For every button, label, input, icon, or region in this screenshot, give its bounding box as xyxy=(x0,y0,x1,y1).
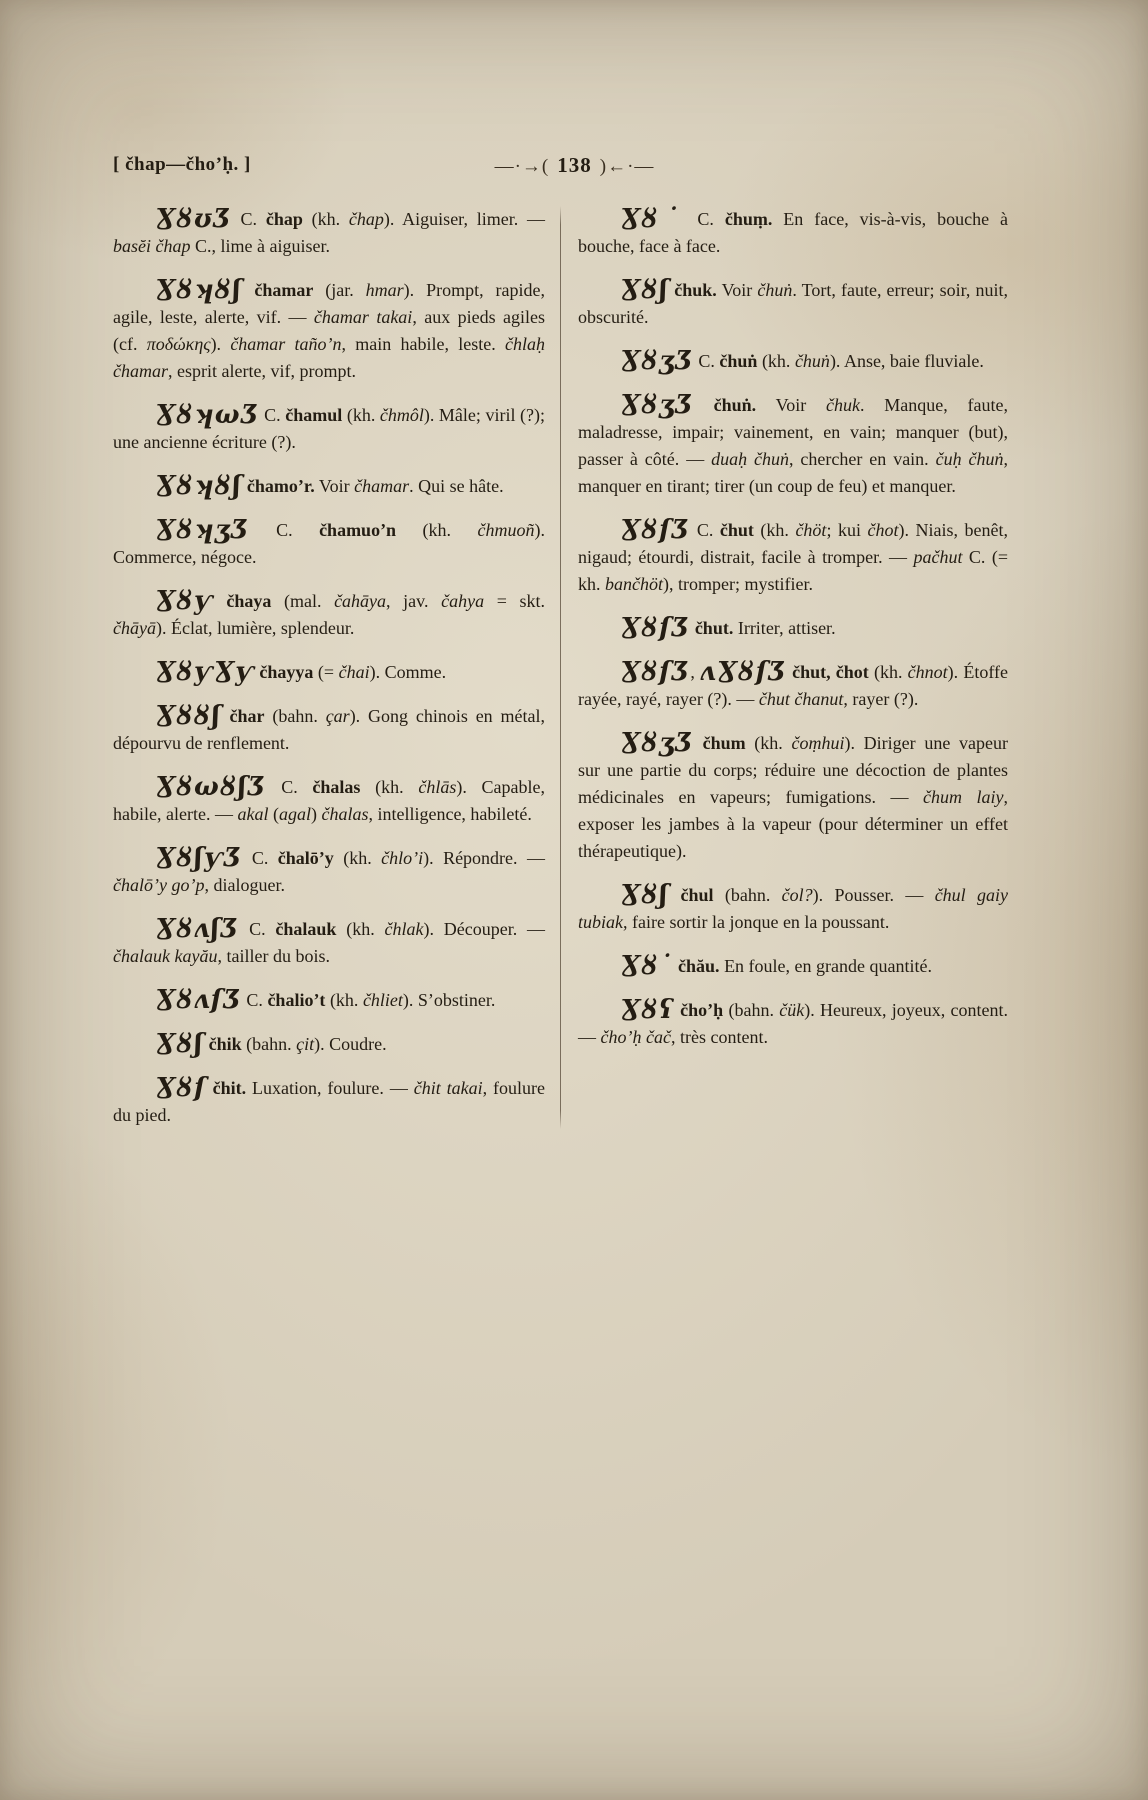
entry-text: čhalō’y xyxy=(277,848,334,868)
entry-text: C., lime à aiguiser. xyxy=(190,236,330,256)
entry-text: (kh. xyxy=(325,990,363,1010)
entry-text: , chercher en vain. xyxy=(789,449,936,469)
entry-text: (bahn. xyxy=(713,885,782,905)
entry-text: čhar xyxy=(229,706,265,726)
cham-script-glyph: ƔȣωȣʃƷ xyxy=(155,772,267,802)
dictionary-entry xyxy=(578,206,1008,260)
entry-text: čhuṃ. xyxy=(724,209,773,229)
entry-text: ). Heureux, joyeux, content. — xyxy=(578,1000,1009,1047)
dictionary-entry xyxy=(113,517,545,571)
entry-text: čhuṅ xyxy=(719,351,758,371)
entry-text: čho’ḥ čač xyxy=(600,1027,671,1047)
entry-text: C. xyxy=(249,520,320,540)
entry-text: (kh. xyxy=(753,520,796,540)
cham-script-glyph: Ɣȣʕ xyxy=(620,995,675,1025)
header-ornament-right: )←·— xyxy=(599,156,655,177)
dictionary-entry xyxy=(113,473,545,500)
entry-text: čhlo’i xyxy=(381,848,424,868)
entry-text: (kh. xyxy=(396,520,478,540)
entry-text xyxy=(669,885,680,905)
entry-text: čhik xyxy=(208,1034,242,1054)
entry-text: agal xyxy=(278,804,311,824)
entry-text: (kh. xyxy=(745,733,792,753)
entry-text: ). Découper. — xyxy=(423,919,545,939)
column-left xyxy=(113,206,560,1129)
entry-text: , esprit alerte, vif, prompt. xyxy=(168,361,356,381)
entry-text: čhot xyxy=(867,520,899,540)
entry-text: čhlaḥ čhamar xyxy=(113,334,545,381)
entry-text: duaḥ čhuṅ xyxy=(711,449,790,469)
entry-text: ). Étoffe rayée, rayé, rayer (?). — xyxy=(578,662,1008,709)
entry-text: čhut xyxy=(719,520,754,540)
entry-text: čhul xyxy=(680,885,714,905)
entry-text: čhai xyxy=(338,662,370,682)
entry-text: čhamar xyxy=(254,280,314,300)
dictionary-entry xyxy=(113,845,545,899)
entry-text: C. xyxy=(231,209,266,229)
cham-script-glyph: ƔȣʒƷ xyxy=(620,346,694,376)
entry-text: çit xyxy=(296,1034,315,1054)
entry-text: čhlak xyxy=(384,919,424,939)
entry-text: (bahn. xyxy=(723,1000,780,1020)
entry-text: (jar. xyxy=(313,280,366,300)
entry-text: ). Aiguiser, limer. — xyxy=(383,209,545,229)
entry-text: čhum xyxy=(702,733,746,753)
entry-text: , exposer les jambes à la vapeur (pour déterminer un effet thérapeutique). xyxy=(578,787,1008,861)
entry-text: ; kui xyxy=(826,520,868,540)
entry-text: , rayer (?). xyxy=(843,689,919,709)
entry-text: , très content. xyxy=(670,1027,768,1047)
cham-script-glyph: Ɣȣʃ xyxy=(620,275,670,305)
running-head: [ čhap—čho’ḥ. ] xyxy=(113,154,251,175)
entry-text: C. xyxy=(686,209,725,229)
entry-text: ). Répondre. — xyxy=(423,848,545,868)
dictionary-entry xyxy=(578,730,1008,865)
entry-text: čhap xyxy=(265,209,303,229)
entry-text: ). S’obstiner. xyxy=(402,990,496,1010)
entry-text: C. xyxy=(259,405,286,425)
entry-text: ). Éclat, lumière, splendeur. xyxy=(155,618,355,638)
entry-text: ). Capable, habile, alerte. — xyxy=(113,777,545,824)
cham-script-glyph: ƔȣʌſƷ xyxy=(155,985,242,1015)
entry-text: ). Diriger une vapeur sur une partie du corps; réduire une décoction de plantes médicinales en vapeurs; fumigations. — xyxy=(578,733,1009,807)
entry-text: ποδώκης xyxy=(146,334,211,354)
dictionary-entry xyxy=(113,703,545,757)
entry-text: Irriter, attiser. xyxy=(733,618,836,638)
entry-text: čhalō’y go’p xyxy=(113,875,205,895)
cham-script-glyph: Ɣȣ˙ xyxy=(620,951,674,981)
dictionary-entry xyxy=(578,392,1008,500)
entry-text: čhău. xyxy=(678,956,720,976)
entry-text: čhuk xyxy=(826,395,861,415)
entry-text: . Manque, faute, maladresse, impair; vainement, en vain; manquer (but), passer à côté. — xyxy=(578,395,1008,469)
entry-text xyxy=(242,280,254,300)
entry-text: (mal. xyxy=(271,591,335,611)
entry-text: čhaya xyxy=(226,591,272,611)
entry-text: čhul gaiy tubiak xyxy=(578,885,1009,932)
dictionary-entry xyxy=(113,1031,545,1058)
entry-text: ). Commerce, négoce. xyxy=(113,520,545,567)
cham-script-glyph: ƔȣʒƷ xyxy=(620,390,694,420)
entry-text: C. xyxy=(239,919,276,939)
cham-script-glyph: ƔȣʌʃƷ xyxy=(155,914,240,944)
entry-text: čhamo’r. xyxy=(246,476,315,496)
entry-text: . Tort, faute, erreur; soir, nuit, obscurité. xyxy=(578,280,1009,327)
entry-text: C. xyxy=(693,351,720,371)
dictionary-entry xyxy=(113,206,545,260)
dictionary-entry xyxy=(578,997,1008,1051)
entry-text: čhut čhanut xyxy=(758,689,844,709)
entry-text: , faire sortir la jonque en la poussant. xyxy=(623,912,890,932)
entry-text: čhāyā xyxy=(113,618,156,638)
entry-text: ). Prompt, rapide, agile, leste, alerte, vif. — xyxy=(113,280,545,327)
entry-text: čahya xyxy=(441,591,485,611)
entry-text: čük xyxy=(779,1000,805,1020)
entry-text: , main habile, leste. xyxy=(341,334,505,354)
cham-script-glyph: ʌƔȣſƷ xyxy=(700,657,787,687)
entry-text: čhamar taño’n xyxy=(230,334,342,354)
entry-text: , intelligence, habileté. xyxy=(368,804,532,824)
entry-text: pačhut xyxy=(913,547,963,567)
dictionary-entry xyxy=(113,402,545,456)
cham-script-glyph: Ɣȣʞȣʃ xyxy=(155,471,243,501)
entry-text: čhut, čhot xyxy=(792,662,869,682)
dictionary-entry xyxy=(113,588,545,642)
cham-script-glyph: Ɣȣʃ xyxy=(155,1029,205,1059)
cham-script-glyph: ƔȣʊƷ xyxy=(155,204,232,234)
entry-text: čhuṅ. xyxy=(713,395,757,415)
entry-text: čhalas xyxy=(312,777,361,797)
entry-text: čhut. xyxy=(694,618,734,638)
cham-script-glyph: ƔȣʒƷ xyxy=(620,728,694,758)
entry-text: = skt. xyxy=(484,591,545,611)
cham-script-glyph: Ɣȣ˙ xyxy=(620,204,687,234)
page-number: 138 xyxy=(557,153,592,177)
entry-text: En foule, en grande quantité. xyxy=(719,956,932,976)
entry-text: , tailler du bois. xyxy=(217,946,330,966)
entry-text: ). Pousser. — xyxy=(812,885,935,905)
entry-text: čhuṅ xyxy=(794,351,830,371)
entry-text: ). Comme. xyxy=(369,662,447,682)
entry-text xyxy=(222,706,230,726)
entry-text: čhnot xyxy=(907,662,948,682)
entry-text: C. xyxy=(241,990,268,1010)
entry-text: Luxation, foulure. — xyxy=(246,1078,414,1098)
entry-text: čhmuoñ xyxy=(477,520,535,540)
page-header xyxy=(0,0,1148,182)
entry-text: čhalio’t xyxy=(267,990,326,1010)
entry-text: . Qui se hâte. xyxy=(409,476,504,496)
entry-text: ). Anse, baie fluviale. xyxy=(829,351,984,371)
entry-text: čahāya xyxy=(334,591,387,611)
entry-text: ). xyxy=(210,334,231,354)
dictionary-entry xyxy=(578,953,1008,980)
entry-text: ( xyxy=(268,804,279,824)
entry-text: (bahn. xyxy=(241,1034,297,1054)
entry-text: (= xyxy=(313,662,339,682)
entry-text: hmar xyxy=(365,280,404,300)
entry-text: ), tromper; mystifier. xyxy=(663,574,813,594)
cham-script-glyph: Ɣȣʞȣʃ xyxy=(155,275,243,305)
entry-text: , aux pieds agiles (cf. xyxy=(113,307,545,354)
entry-text: čhöt xyxy=(795,520,827,540)
entry-text: (kh. xyxy=(757,351,795,371)
entry-text: C. xyxy=(266,777,313,797)
entry-text: čol? xyxy=(781,885,813,905)
entry-text: čho’ḥ xyxy=(680,1000,724,1020)
dictionary-entry xyxy=(578,659,1008,713)
cham-script-glyph: ƔȣſƷ xyxy=(620,657,691,687)
cham-script-glyph: ƔȣſƷ xyxy=(620,613,691,643)
entry-text: basĕi čhap xyxy=(113,236,191,256)
entry-text: , jav. xyxy=(386,591,442,611)
entry-text: čhalas xyxy=(321,804,369,824)
entry-text xyxy=(694,395,714,415)
entry-text: čhayya xyxy=(259,662,314,682)
entry-text: (kh. xyxy=(360,777,419,797)
entry-text: , foulure du pied. xyxy=(113,1078,546,1125)
entry-text: čhuk. xyxy=(674,280,717,300)
dictionary-entry xyxy=(113,916,545,970)
entry-text: čoṃhui xyxy=(791,733,845,753)
entry-text: ). Coudre. xyxy=(314,1034,387,1054)
entry-text: čhum laiy xyxy=(923,787,1004,807)
column-right xyxy=(561,206,1008,1129)
entry-text: čhamar xyxy=(354,476,410,496)
dictionary-entry xyxy=(113,774,545,828)
header-ornament-left: —·→( xyxy=(494,156,550,177)
entry-text: ) xyxy=(310,804,322,824)
cham-script-glyph: ƔȣʞʒƷ xyxy=(155,515,250,545)
entry-text xyxy=(214,591,227,611)
page-number-group xyxy=(113,150,1036,182)
entry-text: ). Niais, benêt, nigaud; étourdi, distrait, facile à tromper. — xyxy=(578,520,1008,567)
entry-text: Voir xyxy=(314,476,355,496)
entry-text: čhalauk xyxy=(275,919,337,939)
entry-text: Voir xyxy=(716,280,758,300)
entry-text: En face, vis-à-vis, bouche à bouche, face à face. xyxy=(578,209,1008,256)
entry-text xyxy=(694,733,703,753)
entry-text: (bahn. xyxy=(264,706,326,726)
entry-text: čhmôl xyxy=(379,405,424,425)
entry-text: čhamul xyxy=(285,405,343,425)
entry-text: bančhöt xyxy=(605,574,663,594)
entry-text: čhit. xyxy=(212,1078,247,1098)
cham-script-glyph: ƔȣƴƔƴ xyxy=(155,657,255,687)
cham-script-glyph: ƔȣʞωƷ xyxy=(155,400,260,430)
dictionary-entry xyxy=(113,1075,545,1129)
entry-text: (kh. xyxy=(333,848,382,868)
dictionary-entry xyxy=(113,659,545,686)
entry-text: C. xyxy=(242,848,278,868)
entry-text: čhalauk kayău xyxy=(113,946,218,966)
dictionary-entry xyxy=(578,615,1008,642)
cham-script-glyph: Ɣȣƴ xyxy=(155,586,214,616)
entry-text: (kh. xyxy=(868,662,908,682)
entry-text: C. (= kh. xyxy=(578,547,1008,594)
cham-script-glyph: Ɣȣʃ xyxy=(620,880,670,910)
entry-text: ). Gong chinois en métal, dépourvu de renflement. xyxy=(113,706,546,753)
cham-script-glyph: ƔȣʃƴƷ xyxy=(155,843,243,873)
entry-text: čhap xyxy=(348,209,384,229)
entry-text: çar xyxy=(325,706,350,726)
entry-text: čhlās xyxy=(418,777,457,797)
entry-text: akal xyxy=(237,804,269,824)
entry-text: čuḥ čhuṅ xyxy=(935,449,1004,469)
entry-text: ). Mâle; viril (?); une ancienne écriture (?). xyxy=(113,405,545,452)
text-columns xyxy=(0,182,1148,1129)
entry-text: čhamuo’n xyxy=(319,520,397,540)
dictionary-entry xyxy=(113,277,545,385)
cham-script-glyph: ƔȣſƷ xyxy=(620,515,691,545)
entry-text: , dialoguer. xyxy=(204,875,285,895)
entry-text: čhit takai xyxy=(413,1078,483,1098)
dictionary-entry xyxy=(113,987,545,1014)
dictionary-entry xyxy=(578,882,1008,936)
entry-text: , manquer en tirant; tirer (un coup de feu) et manquer. xyxy=(578,449,1008,496)
cham-script-glyph: Ɣȣſ xyxy=(155,1073,207,1103)
entry-text: čhuṅ xyxy=(757,280,793,300)
entry-text: (kh. xyxy=(336,919,385,939)
dictionary-entry xyxy=(578,517,1008,598)
entry-text: (kh. xyxy=(302,209,349,229)
entry-text: Voir xyxy=(756,395,827,415)
dictionary-entry xyxy=(578,277,1008,331)
entry-text: C. xyxy=(690,520,720,540)
entry-text: (kh. xyxy=(342,405,380,425)
dictionary-entry xyxy=(578,348,1008,375)
entry-text: čhamar takai xyxy=(313,307,413,327)
entry-text: čhliet xyxy=(362,990,403,1010)
cham-script-glyph: Ɣȣȣʃ xyxy=(155,701,222,731)
entry-text: , xyxy=(690,662,700,682)
